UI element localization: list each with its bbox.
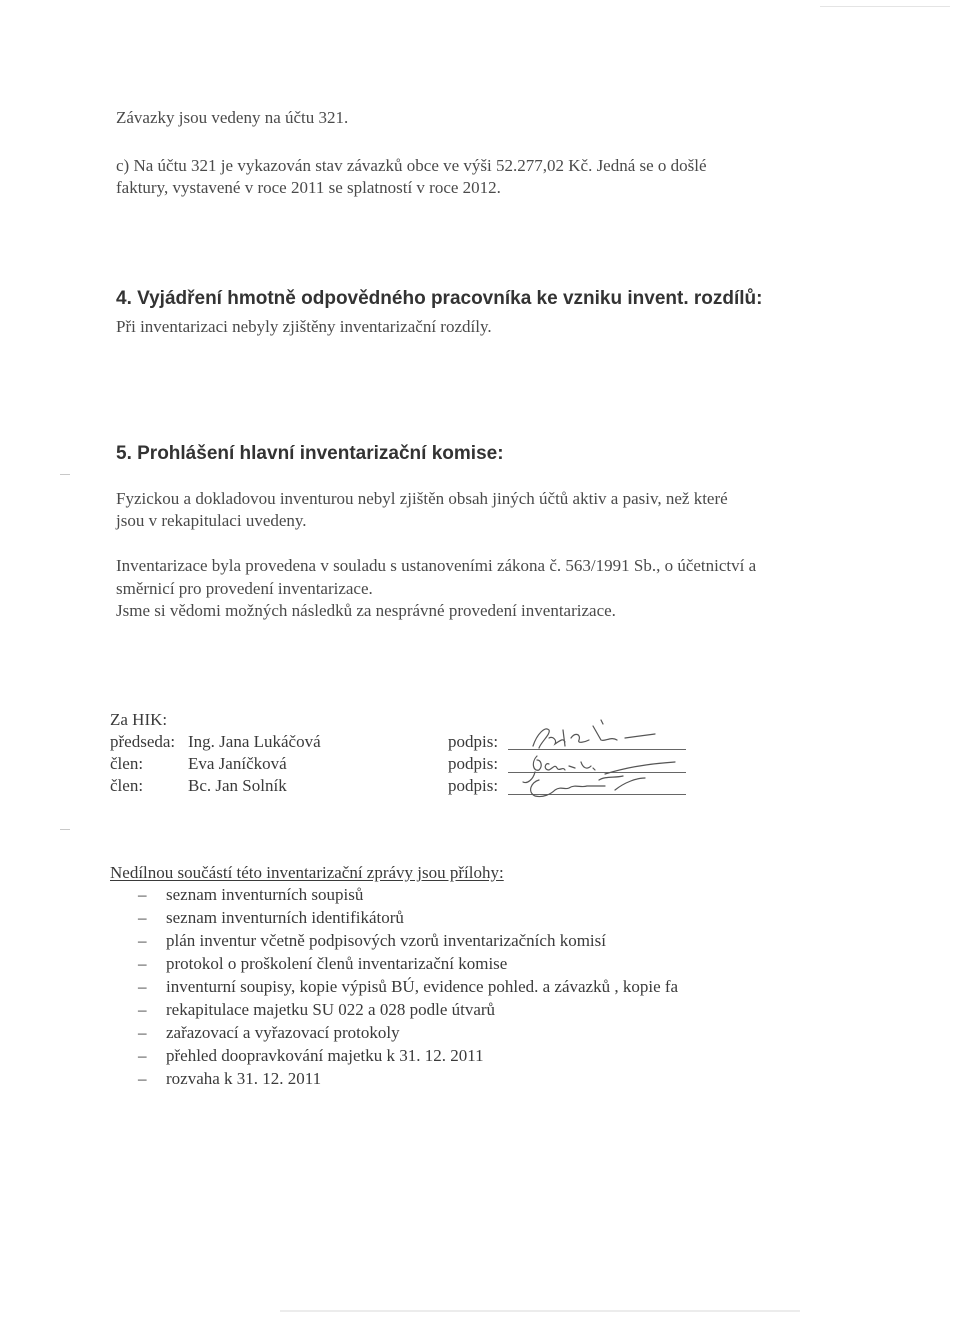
list-item [138, 907, 404, 929]
paragraph-liabilities: Závazky jsou vedeny na účtu 321. [116, 108, 349, 127]
list-item [138, 1022, 400, 1044]
section-5-para3: Jsme si vědomi možných následků za nesprávné provedení inventarizace. [116, 601, 616, 620]
scan-mark [60, 474, 70, 475]
list-item [138, 884, 363, 906]
section-5-para2-line2: směrnicí pro provedení inventarizace. [116, 579, 373, 598]
list-bullet: – [138, 1023, 147, 1042]
list-bullet: – [138, 1046, 147, 1065]
list-item-text: rozvaha k 31. 12. 2011 [166, 1069, 322, 1088]
signature-label: podpis: [448, 754, 499, 773]
scan-mark [820, 6, 950, 7]
paragraph-account-321-line1: c) Na účtu 321 je vykazován stav závazků obce ve výši 52.277,02 Kč. Jedná se o došlé [116, 156, 707, 175]
list-item [138, 999, 495, 1021]
list-item [138, 976, 678, 998]
member-name: Ing. Jana Lukáčová [188, 732, 321, 751]
list-item-text: seznam inventurních soupisů [166, 885, 364, 904]
section-5-para1-line1: Fyzickou a dokladovou inventurou nebyl zjištěn obsah jiných účtů aktiv a pasiv, než které [116, 489, 728, 508]
list-item-text: přehled doopravkování majetku k 31. 12. 2011 [166, 1046, 484, 1065]
member-role: člen: [110, 754, 144, 773]
list-bullet: – [138, 954, 147, 973]
list-bullet: – [138, 885, 147, 904]
list-item [138, 1045, 484, 1067]
section-5-heading: 5. Prohlášení hlavní inventarizační komise: [116, 443, 504, 464]
list-bullet: – [138, 1069, 147, 1088]
list-item [138, 953, 507, 975]
scan-mark [60, 829, 70, 830]
handwritten-signatures [505, 712, 695, 804]
member-name: Bc. Jan Solník [188, 776, 287, 795]
list-item-text: seznam inventurních identifikátorů [166, 908, 404, 927]
list-item-text: inventurní soupisy, kopie výpisů BÚ, evidence pohled. a závazků , kopie fa [166, 977, 679, 996]
list-item-text: zařazovací a vyřazovací protokoly [166, 1023, 400, 1042]
list-bullet: – [138, 977, 147, 996]
list-bullet: – [138, 931, 147, 950]
member-role: člen: [110, 776, 144, 795]
list-item-text: plán inventur včetně podpisových vzorů inventarizačních komisí [166, 931, 606, 950]
list-bullet: – [138, 908, 147, 927]
member-role: předseda: [110, 732, 176, 751]
scan-mark [280, 1310, 800, 1312]
section-5-para1-line2: jsou v rekapitulaci uvedeny. [116, 511, 307, 530]
list-bullet: – [138, 1000, 147, 1019]
member-name: Eva Janíčková [188, 754, 287, 773]
signature-label: podpis: [448, 776, 499, 795]
list-item-text: protokol o proškolení členů inventarizační komise [166, 954, 508, 973]
list-item [138, 1068, 321, 1090]
list-item [138, 930, 606, 952]
section-5-para2-line1: Inventarizace byla provedena v souladu s ustanoveními zákona č. 563/1991 Sb., o účetnictví a [116, 556, 757, 575]
section-4-heading: 4. Vyjádření hmotně odpovědného pracovníka ke vzniku invent. rozdílů: [116, 288, 763, 309]
list-item-text: rekapitulace majetku SU 022 a 028 podle útvarů [166, 1000, 496, 1019]
committee-title: Za HIK: [110, 710, 168, 729]
attachments-title: Nedílnou součástí této inventarizační zprávy jsou přílohy: [110, 863, 504, 882]
section-4-text: Při inventarizaci nebyly zjištěny inventarizační rozdíly. [116, 317, 492, 336]
paragraph-account-321-line2: faktury, vystavené v roce 2011 se splatností v roce 2012. [116, 178, 501, 197]
signature-label: podpis: [448, 732, 499, 751]
